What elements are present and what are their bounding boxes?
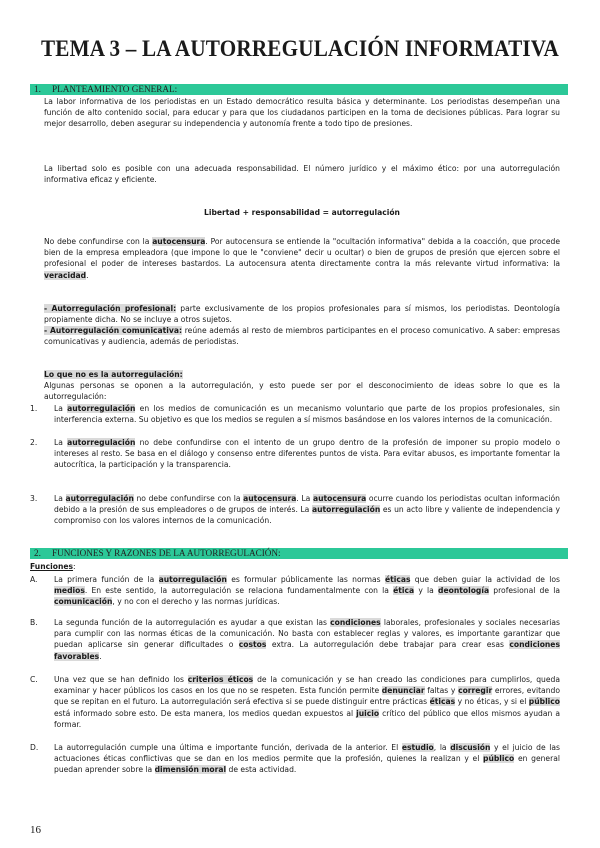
section-number: 2. [34,548,41,558]
keyword: corregir [458,686,493,696]
text: La segunda función de la autorregulación es ayudar a que existan las [54,618,331,627]
paragraph: Algunas personas se oponen a la autorregulación, y esto puede ser por el desconocimiento de ideas sobre lo que es la autorregulación: [44,381,560,402]
list-item [30,437,560,471]
list-marker: 1. [30,404,38,413]
formula: Libertad + responsabilidad = autorregulación [204,208,400,217]
keyword: costos [238,640,267,650]
keyword: veracidad [44,270,87,280]
text: y no éticas, y si el [455,697,529,707]
text: La [54,438,68,447]
text: crítico del público que ellos mismos ayudan a formar. [54,708,560,729]
keyword: ética [393,586,415,596]
definition-text: reúne además al resto de miembros participantes en el proceso comunicativo. A saber: empresas comunicativas y audiencia, además de periodistas. [44,326,561,347]
text: está informado sobre esto. De esta manera, los medios quedan expuestos al [54,708,357,718]
text: que deben guiar la actividad de los [410,575,560,584]
keyword: autorregulación [311,505,381,515]
definition-text: parte exclusivamente de los propios profesionales para sí mismos, los periodistas. Deontología propiamente dicha. No se incluye a otros sujetos. [44,304,560,325]
subheading-funciones [30,561,560,572]
text: La [54,494,66,503]
list-marker: C. [30,675,38,684]
list-item-D [30,742,560,776]
keyword: condiciones favorables [54,640,560,661]
definition-label: - Autorregulación comunicativa: [44,326,183,335]
keyword: autocensura [312,494,367,503]
page-number: 16 [30,824,41,836]
keyword: estudio [401,743,434,752]
list-marker: B. [30,618,38,627]
keyword: denunciar [381,686,425,696]
keyword: éticas [429,697,456,707]
keyword: público [483,754,515,764]
list-item-A [30,574,560,608]
keyword: juicio [356,708,380,718]
text: : [73,562,76,571]
list-item [30,403,560,425]
definition-profesional [44,303,560,325]
text: . La [296,494,313,503]
list-marker: A. [30,575,38,584]
list-marker: D. [30,743,39,752]
keyword: público [528,697,560,707]
text: es formular públicamente las normas [226,575,385,584]
text: de la comunicación y se han creado las condiciones para cumplirlos, queda examinar y hacer públicos los casos en los que no se respeten. Esta función permite [54,675,560,696]
text: de esta actividad. [226,765,297,775]
paragraph-autocensura [44,236,560,281]
text: . Por autocensura se entiende la "ocultación informativa" debida a la coacción, que procede bien de la empresa empleadora (que impone lo que le "conviene" decir u ocultar) o bien de grupos de presión que ejercen sobre el profesional el poder de intereses bastardos. La autocensura atenta directamente contra la más relevante virtud informativa: la [44,237,560,269]
keyword: criterios éticos [187,675,254,684]
text: ocurre cuando los periodistas ocultan información debido a la presión de sus empleadores o de grupos de interés. La [54,494,560,515]
keyword: autorregulación [65,494,134,503]
section-title: FUNCIONES Y RAZONES DE LA AUTORREGULACIÓN: [52,548,281,558]
text: . En este sentido, la autorregulación se relaciona fundamentalmente con la [84,586,394,596]
section-1-heading [30,84,568,95]
text: profesional de la [489,586,560,596]
page-title: TEMA 3 – LA AUTORREGULACIÓN INFORMATIVA [40,36,560,61]
text: y la [414,586,439,596]
text: No debe confundirse con la [44,237,153,246]
text: laborales, profesionales y sociales necesarias para cumplir con las normas éticas de la comunicación. No basta con establecer reglas y valores, es importante garantizar que puedan aplicarse sin generar dificultades o [54,618,560,650]
keyword: autorregulación [158,575,227,584]
text: y el juicio de las actuaciones éticas conflictivas que se dan en los medios permite que la profesión, quienes la realizan y el [54,743,560,764]
text: en general puedan aprender sobre la [54,754,560,775]
keyword: autocensura [243,494,297,503]
text: errores, evitando que se repitan en el futuro. La autorregulación será efectiva si se puede distinguir entre prácticas [54,686,560,707]
text: , la [433,743,451,752]
text: es un acto libre y valiente de independencia y compromiso con los valores internos de la comunicación. [54,505,561,526]
keyword: dimensión moral [154,765,227,775]
list-marker: 2. [30,438,38,447]
paragraph: La labor informativa de los periodistas en un Estado democrático resulta básica y determinante. Los periodistas desempeñan una función de alto contenido social, para educar y para que los ciudadanos participen en la toma de decisiones públicas. Para lograr su mejor desarrollo, deben asegurar su independencia y autonomía frente a todo tipo de presiones. [44,97,560,129]
keyword: comunicación [54,597,113,607]
list-item-B [30,617,560,662]
text: La primera función de la [54,575,159,584]
text: , y no con el derecho y las normas jurídicas. [112,597,280,607]
subheading-text: Lo que no es la autorregulación: [44,370,183,379]
text: La [54,404,68,413]
text: faltas y [424,686,459,696]
list-item [30,493,560,527]
keyword: autorregulación [67,438,136,447]
text: no debe confundirse con la [133,494,244,503]
section-title: PLANTEAMIENTO GENERAL: [52,84,178,94]
text: . [99,651,102,661]
text: . [86,270,89,280]
list-item-C [30,674,560,730]
list-marker: 3. [30,494,38,503]
definition-label: - Autorregulación profesional: [44,304,177,313]
subheading-text: Funciones [30,562,74,571]
keyword: discusión [450,743,491,752]
keyword: autocensura [152,237,206,246]
keyword: medios [54,586,85,596]
keyword: autorregulación [67,404,136,413]
text: Una vez que se han definido los [54,675,188,684]
paragraph: La libertad solo es posible con una adecuada responsabilidad. El número jurídico y el máximo ético: por una autorregulación informativa eficaz y eficiente. [44,164,560,185]
keyword: deontología [438,586,490,596]
text: no debe confundirse con el intento de un grupo dentro de la profesión de imponer su propio modelo o intereses al resto. Se basa en el diálogo y consenso entre diferentes puntos de vista. Para evitar abusos, es importante fomentar la autocrítica, la participación y la transparencia. [54,438,560,470]
definition-comunicativa [44,325,560,347]
keyword: éticas [384,575,411,584]
subheading [44,369,560,380]
section-number: 1. [34,84,41,94]
text: extra. La autorregulación debe trabajar para crear esas [266,640,510,650]
text: La autorregulación cumple una última e importante función, derivada de la anterior. El [54,743,402,752]
keyword: condiciones [330,618,381,627]
section-2-heading [30,548,568,559]
text: en los medios de comunicación es un mecanismo voluntario que parte de los propios profesionales, sin interferencia externa. Su objetivo es que los medios se regulen a sí mismos basándose en los valores internos de la comunicación. [54,404,560,425]
